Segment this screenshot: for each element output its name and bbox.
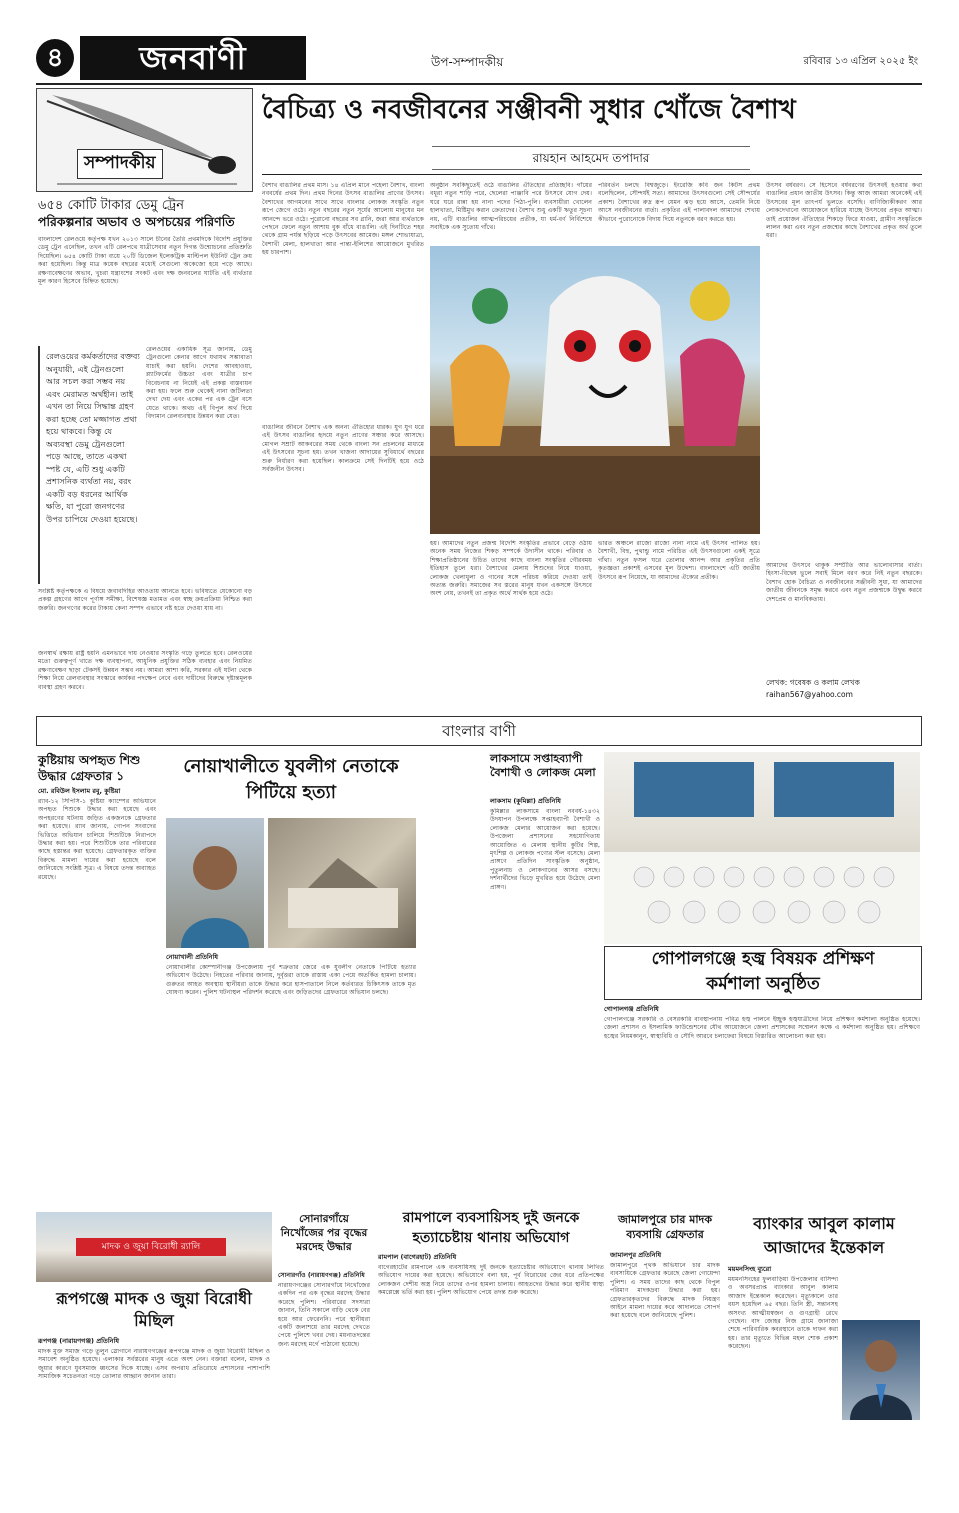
gopalganj-body: গোপালগঞ্জে সরকারি ও বেসরকারি ব্যবস্থাপনায় পবিত্র হজ্ব পালনে ইচ্ছুক হজ্বযাত্রীদের নিয়ে প্রশিক্ষণ কর্মশালা অনুষ্ঠিত হয়েছে। জেলা প্রশাসন ও ইসলামিক ফাউন্ডেশনের যৌথ আয়োজনে জেলা প্রশাসকের সম্মেলন কক্ষে এ কর্মশালা অনুষ্ঠিত হয়। প্রশিক্ষণে হজ্বের নিয়মকানুন, স্বাস্থ্যবিধি ও সৌদি আরবে চলাফেরা বিষয়ে বিস্তারিত আলোচনা করা হয়। bbox=[604, 1016, 920, 1040]
banglar-bani-title: বাংলার বাণী bbox=[442, 722, 516, 740]
section-label: উপ-সম্পাদকীয় bbox=[431, 55, 504, 69]
crime-scene-image bbox=[268, 818, 416, 948]
laksam-byline: লাকসাম (কুমিল্লা) প্রতিনিধি bbox=[490, 797, 561, 805]
editorial-badge: সম্পাদকীয় bbox=[77, 149, 163, 179]
jamalpur-headline: জামালপুরে চার মাদক ব্যবসায়ি গ্রেফতার bbox=[617, 1213, 713, 1241]
feature-col-1: বৈশাখ বাঙালির প্রথম মাস। ১৪ এপ্রিল মানে পহেলা বৈশাখ, বাংলা নববর্ষের প্রথম দিন। প্রথম দিনের উৎসব বাঙালির প্রাণের উৎসব। বৈশাখের আগমনের সাথে সাথে বাংলার লোকজ সংস্কৃতি নতুন রূপে জেগে ওঠে। নতুন বছরের নতুন সূর্যের আলোয় মানুষের মন আনন্দে ভরে ওঠে। পুরোনো বছরের সব গ্লানি, জরা আর ব্যর্থতাকে পেছনে ফেলে নতুন আশায় বুক বাঁধে বাঙালি। এই দিনটিতে শহর থেকে গ্রাম পর্যন্ত ছড়িয়ে পড়ে উৎসবের আমেজ। মঙ্গল শোভাযাত্রা, বৈশাখী মেলা, হালখাতা আর পান্তা-ইলিশের আয়োজনে মুখরিত হয় চারপাশ। bbox=[262, 182, 424, 257]
noakhali-body: নোয়াখালীর কোম্পানীগঞ্জ উপজেলায় পূর্ব শত্রুতার জেরে এক যুবলীগ নেতাকে পিটিয়ে হত্যার অভিযোগ উঠেছে। নিহতের পরিবার জানায়, দুর্বৃত্তরা তাকে রাস্তায় একা পেয়ে অতর্কিত হামলা চালায়। গুরুতর আহত অবস্থায় স্থানীয়রা তাকে উদ্ধার করে হাসপাতালে নিলে কর্তব্যরত চিকিৎসক তাকে মৃত ঘোষণা করেন। পুলিশ ঘটনাস্থল পরিদর্শন করেছে এবং জড়িতদের গ্রেফতারে অভিযান চলছে। bbox=[166, 964, 416, 997]
masthead bbox=[36, 36, 922, 82]
feature-col-1b: বাঙালির জীবনে বৈশাখ এক অনন্য ঐতিহ্যের ধারক। যুগ যুগ ধরে এই উৎসব বাঙালির হৃদয়ে নতুন প্রাণের সঞ্চার করে আসছে। মোগল সম্রাট আকবরের সময় থেকে বাংলা সন প্রচলনের মাধ্যমে এই উৎসবের সূচনা হয়। তখন খাজনা আদায়ের সুবিধার্থে বছরের শুরু নির্ধারণ করা হয়েছিল। কালক্রমে সেই দিনটিই হয়ে ওঠে সর্বজনীন উৎসব। bbox=[262, 424, 424, 474]
noakhali-scene-photo bbox=[268, 818, 416, 948]
laksam-headline: লাকসামে সপ্তাহব্যাপী বৈশাখী ও লোকজ মেলা bbox=[490, 752, 596, 779]
rampal-byline: রামপাল (বাগেরহাট) প্রতিনিধি bbox=[378, 1253, 457, 1261]
bank-byline: ময়মনসিংহ ব্যুরো bbox=[728, 1265, 772, 1273]
editorial-body-4: জনস্বার্থ রক্ষায় রাষ্ট্র হয়নি এমনভাবে দায় নেওয়ার সংস্কৃতি গড়ে তুলতে হবে। রেলওয়ের মতো গুরুত্বপূর্ণ খাতে দক্ষ ব্যবস্থাপনা, আধুনিক প্রযুক্তির সঠিক ব্যবহার এবং নিয়মিত রক্ষণাবেক্ষণ ছাড়া টেকসই উন্নয়ন সম্ভব নয়। আমরা আশা করি, সরকার এই ঘটনা থেকে শিক্ষা নিয়ে রেলব্যবস্থার সংস্কারে কার্যকর পদক্ষেপ নেবে এবং দায়ীদের বিরুদ্ধে দৃষ্টান্তমূলক ব্যবস্থা গ্রহণ করবে। bbox=[38, 650, 252, 691]
bank-portrait bbox=[842, 1320, 920, 1420]
workshop-hall-image bbox=[604, 752, 920, 944]
page-number-badge bbox=[36, 39, 74, 77]
editorial-headline: পরিকল্পনার অভাব ও অপচয়ের পরিণতি bbox=[38, 214, 235, 229]
rampal-headline-2: হত্যাচেষ্টায় থানায় অভিযোগ bbox=[412, 1230, 570, 1246]
bank-body: ময়মনসিংহের ফুলবাড়িয়া উপজেলার বাসিন্দা ও অবসরপ্রাপ্ত ব্যাংকার আবুল কালাম আজাদ ইন্তেকাল করেছেন। মৃত্যুকালে তার বয়স হয়েছিল ৬৫ বছর। তিনি স্ত্রী, সন্তানসহ অসংখ্য আত্মীয়স্বজন ও গুণগ্রাহী রেখে গেছেন। বাদ জোহর নিজ গ্রামে জানাজা শেষে পারিবারিক কবরস্থানে তাকে দাফন করা হয়। তার মৃত্যুতে বিভিন্ন মহল শোক প্রকাশ করেছেন। bbox=[728, 1276, 838, 1351]
rupganj-rally-banner bbox=[76, 1238, 226, 1256]
feature-byline: রায়হান আহমেদ তপাদার bbox=[532, 151, 650, 165]
rupganj-body: মাদক মুক্ত সমাজ গড়ে তুলুন স্লোগানে নারায়ণগঞ্জের রূপগঞ্জে মাদক ও জুয়া বিরোধী মিছিল ও সমাবেশ অনুষ্ঠিত হয়েছে। এলাকার সর্বস্তরের মানুষ এতে অংশ নেন। বক্তারা বলেন, মাদক ও জুয়ার কারণে যুবসমাজ ধ্বংসের দিকে যাচ্ছে। এসব অপরাধ প্রতিরোধে প্রশাসনের পাশাপাশি সামাজিক সচেতনতা গড়ে তোলার আহ্বান জানান তারা। bbox=[38, 1348, 270, 1381]
gopalganj-byline: গোপালগঞ্জ প্রতিনিধি bbox=[604, 1005, 659, 1013]
gopalganj-headline-2: কর্মশালা অনুষ্ঠিত bbox=[706, 974, 820, 994]
feature-rule bbox=[262, 174, 922, 175]
feature-col-4b: আমাদের উৎসবে থাকুক সম্প্রীতি আর ভালোবাসার বার্তা। হিংসা-বিদ্বেষ ভুলে সবাই মিলে বরণ করে নিই নতুন বছরকে। বৈশাখ হোক বৈচিত্র্য ও নবজীবনের সঞ্জীবনী সুধা, যা আমাদের জাতীয় জীবনকে সমৃদ্ধ করবে এবং নতুন প্রজন্মকে উদ্বুদ্ধ করবে দেশপ্রেম ও মানবিকতায়। bbox=[766, 562, 922, 603]
jamalpur-byline: জামালপুর প্রতিনিধি bbox=[610, 1251, 662, 1259]
bank-headline: ব্যাংকার আবুল কালাম আজাদের ইন্তেকাল bbox=[753, 1214, 895, 1257]
editorial-body-1: বাংলাদেশ রেলওয়ে কর্তৃপক্ষ যখন ২০১৩ সালে চীনের তৈরি প্রথমদিকে বিদেশি প্রযুক্তির ডেমু ট্রেন এনেছিল, তখন এটি রেলপথে যাত্রীসেবার নতুন দিগন্ত উন্মোচনের প্রতিশ্রুতি দিয়েছিল। ৬৫৪ কোটি টাকা ব্যয়ে ২০টি ডিজেল ইলেকট্রিক মাল্টিপল ইউনিট ট্রেন ক্রয় করা হয়েছিল। কিন্তু মাত্র কয়েক বছরের মধ্যেই সেগুলো অকেজো হয়ে পড়ে আছে। রক্ষণাবেক্ষণের অভাব, খুচরা যন্ত্রাংশের সংকট এবং দক্ষ জনবলের ঘাটতি এই ব্যর্থতার মূল কারণ হিসেবে চিহ্নিত হয়েছে। bbox=[38, 236, 252, 286]
feature-col-4: উৎসব বর্ষবরণ। সে হিসেবে বর্ষবরণের উৎসবই হওয়ার কথা বাঙালির প্রধান জাতীয় উৎসব। কিন্তু আজ আমরা অনেকেই এই উৎসবের মূল তাৎপর্য ভুলতে বসেছি। বাণিজ্যিকীকরণ আর লোকদেখানো আয়োজনে হারিয়ে যাচ্ছে উৎসবের প্রকৃত আত্মা। তাই প্রয়োজন ঐতিহ্যের শিকড়ে ফিরে যাওয়া, গ্রামীণ সংস্কৃতিকে লালন করা এবং নতুন প্রজন্মের কাছে বৈশাখের প্রকৃত অর্থ তুলে ধরা। bbox=[766, 182, 922, 240]
editorial-banner bbox=[36, 88, 253, 192]
feature-col-2b: হয়। আমাদের নতুন প্রজন্ম বিদেশি সংস্কৃতির প্রভাবে বেড়ে ওঠায় অনেক সময় নিজের শিকড় সম্পর্কে উদাসীন থাকে। পরিবার ও শিক্ষাপ্রতিষ্ঠানের উচিত তাদের কাছে বাংলা সংস্কৃতির গৌরবময় ইতিহাস তুলে ধরা। বৈশাখের মেলায় শিশুদের নিয়ে যাওয়া, লোকজ খেলাধুলা ও গানের সঙ্গে পরিচয় করিয়ে দেওয়া তাই অত্যন্ত জরুরি। সমাজের সব স্তরের মানুষ যখন একসঙ্গে উৎসবে অংশ নেয়, তখনই তা প্রকৃত অর্থে সার্থক হয়ে ওঠে। bbox=[430, 540, 592, 598]
feature-col-3: পরিবর্তন চলছে বিশ্বজুড়ে। ইংরেজি কবি জন কিটস প্রথম বলেছিলেন, সৌন্দর্যই সত্য। আমাদের উৎসবগুলো সেই সৌন্দর্যের প্রকাশ। বৈশাখের রুদ্র রূপ যেমন ঝড় হয়ে আসে, তেমনি নিয়ে আসে নবজীবনের বার্তা। প্রকৃতির এই পালাবদল আমাদের শেখায় কীভাবে পুরোনোকে বিদায় দিয়ে নতুনকে বরণ করতে হয়। bbox=[598, 182, 760, 223]
sonargaon-body: নারায়ণগঞ্জের সোনারগাঁয়ে নিখোঁজের একদিন পর এক বৃদ্ধের মরদেহ উদ্ধার করেছে পুলিশ। পরিবারের সদস্যরা জানান, তিনি সকালে বাড়ি থেকে বের হয়ে আর ফেরেননি। পরে স্থানীয়রা একটি জলাশয়ে তার মরদেহ দেখতে পেয়ে পুলিশে খবর দেয়। ময়নাতদন্তের জন্য মরদেহ মর্গে পাঠানো হয়েছে। bbox=[278, 1282, 370, 1348]
kushtia-byline: মো. রবিউল ইসলাম রবু, কুষ্টিয়া bbox=[38, 787, 121, 795]
rupganj-photo bbox=[36, 1212, 272, 1282]
feature-author: লেখক: গবেষক ও কলাম লেখক bbox=[766, 678, 860, 687]
gopalganj-photo bbox=[604, 752, 920, 944]
rampal-headline-1: রামপালে ব্যবসায়িসহ দুই জনকে bbox=[402, 1210, 580, 1226]
rupganj-banner-text: মাদক ও জুয়া বিরোধী র‍্যালি bbox=[101, 1242, 201, 1252]
page-number: ৪ bbox=[46, 43, 64, 73]
feature-byline-box bbox=[432, 146, 750, 170]
laksam-body: কুমিল্লার লাকসামে বাংলা নববর্ষ-১৪৩২ উদযাপন উপলক্ষে সপ্তাহব্যাপী বৈশাখী ও লোকজ মেলার আয়োজন করা হয়েছে। উপজেলা প্রশাসনের সহযোগিতায় আয়োজিত এ মেলায় স্থানীয় কুটির শিল্প, মৃৎশিল্প ও লোকজ পণ্যের স্টল বসেছে। মেলা প্রাঙ্গণে প্রতিদিন সাংস্কৃতিক অনুষ্ঠান, পুতুলনাচ ও লোকগানের আসর বসছে। দর্শনার্থীদের ভিড়ে মুখরিত হয়ে উঠেছে মেলা প্রাঙ্গণ। bbox=[490, 808, 600, 891]
logo-text: জনবাণী bbox=[139, 39, 247, 77]
feature-col-3b: ভারত অঞ্চলে রাজ্যে রাজ্যে নানা নামে এই উৎসব পালিত হয়। বৈশাখী, বিহু, পুথান্ডু নামে পরিচিত এই উৎসবগুলো একই সূত্রে গাঁথা। নতুন ফসল ঘরে তোলার আনন্দ আর প্রকৃতির প্রতি কৃতজ্ঞতা প্রকাশই এসবের মূল উদ্দেশ্য। বাংলাদেশে এটি জাতীয় উৎসবে রূপ নিয়েছে, যা আমাদের ঐক্যের প্রতীক। bbox=[598, 540, 760, 581]
editorial-pullquote-box bbox=[38, 346, 142, 584]
editorial-kicker: ৬৫৪ কোটি টাকার ডেমু ট্রেন bbox=[38, 198, 184, 213]
editorial-body-3: সংশ্লিষ্ট কর্তৃপক্ষকে এ বিষয়ে জবাবদিহির আওতায় আনতে হবে। ভবিষ্যতে যেকোনো বড় প্রকল্প গ্রহণের আগে পূর্ণাঙ্গ সমীক্ষা, বিশেষজ্ঞ মতামত এবং স্বচ্ছ ক্রয়প্রক্রিয়া নিশ্চিত করা জরুরি। জনগণের করের টাকায় কেনা সম্পদ এভাবে নষ্ট হতে দেওয়া যায় না। bbox=[38, 588, 252, 612]
noakhali-headline: নোয়াখালীতে যুবলীগ নেতাকে পিটিয়ে হত্যা bbox=[183, 756, 399, 803]
editorial-pullquote: রেলওয়ের কর্মকর্তাদের বক্তব্য অনুযায়ী, এই ট্রেনগুলো আর সচল করা সম্ভব নয় এবং মেরামত অর্থহীন। তাই এখন তা নিয়ে সিদ্ধান্ত গ্রহণ করা হচ্ছে তো মজ্জাগত প্রথা হয়ে থাকবে। কিন্তু যে অব্যবস্থা ডেমু ট্রেনগুলো পড়ে আছে, তাতে একথা স্পষ্ট যে, এটি শুধু একটি প্রশাসনিক ব্যর্থতা নয়, বরং একটি বড় ধরনের আর্থিক ক্ষতি, যা পুরো জনগণের উপর চাপিয়ে দেওয়া হয়েছে। bbox=[46, 351, 140, 524]
gopalganj-headline-1: গোপালগঞ্জে হজ্ব বিষয়ক প্রশিক্ষণ bbox=[651, 949, 875, 969]
kushtia-headline: কুষ্টিয়ায় অপহৃত শিশু উদ্ধার গ্রেফতার ১ bbox=[38, 753, 141, 783]
rupganj-headline: রূপগঞ্জে মাদক ও জুয়া বিরোধী মিছিল bbox=[56, 1289, 252, 1330]
issue-date: রবিবার ১৩ এপ্রিল ২০২৫ ইং bbox=[803, 56, 918, 67]
noakhali-portrait bbox=[166, 818, 264, 948]
jamalpur-body: জামালপুরে পৃথক অভিযানে চার মাদক ব্যবসায়িকে গ্রেফতার করেছে জেলা গোয়েন্দা পুলিশ। এ সময় তাদের কাছ থেকে বিপুল পরিমাণ মাদকদ্রব্য উদ্ধার করা হয়। গ্রেফতারকৃতদের বিরুদ্ধে মাদক নিয়ন্ত্রণ আইনে মামলা দায়ের করে আদালতে সোপর্দ করা হয়েছে বলে জানিয়েছে পুলিশ। bbox=[610, 1262, 720, 1320]
editorial-body-2: রেলওয়ের একাধিক সূত্র জানায়, ডেমু ট্রেনগুলো কেনার আগে যথাযথ সম্ভাব্যতা যাচাই করা হয়নি। দেশের আবহাওয়া, প্ল্যাটফর্মের উচ্চতা এবং যাত্রীর চাপ বিবেচনায় না নিয়েই এই প্রকল্প বাস্তবায়ন করা হয়। ফলে শুরু থেকেই নানা জটিলতা দেখা দেয় এবং একের পর এক ট্রেন বসে যেতে থাকে। অথচ এই বিপুল অর্থ দিয়ে বিদ্যমান রেলব্যবস্থার উন্নয়ন করা যেত। bbox=[146, 346, 252, 421]
masthead-rule bbox=[36, 83, 922, 85]
sonargaon-headline: সোনারগাঁয়ে নিখোঁজের পর বৃদ্ধের মরদেহ উদ্ধার bbox=[280, 1213, 368, 1253]
sonargaon-byline: সোনারগাঁও (নারায়ণগঞ্জ) প্রতিনিধি bbox=[278, 1272, 365, 1279]
gopalganj-headline-box bbox=[604, 946, 922, 1000]
feature-col-2: অনুষ্ঠান সবকিছুতেই ওঠে বাঙালির ঐতিহ্যের প্রতিচ্ছবি। গাঁয়ের বধূরা নতুন শাড়ি পরে, ছেলেরা পাঞ্জাবি পরে উৎসবে যোগ দেয়। ঘরে ঘরে রান্না হয় নানা পদের পিঠা-পুলি। ব্যবসায়ীরা খোলেন হালখাতা, মিষ্টিমুখ করান ক্রেতাদের। বৈশাখ শুধু একটি ঋতুর সূচনা নয়, এটি বাঙালির আত্মপরিচয়ের প্রতীক, যা ধর্ম-বর্ণ নির্বিশেষে সবাইকে এক সুতোয় গাঁথে। bbox=[430, 182, 592, 232]
noakhali-byline: নোয়াখালী প্রতিনিধি bbox=[166, 953, 219, 961]
obituary-portrait-image bbox=[842, 1320, 920, 1420]
feature-headline: বৈচিত্র্য ও নবজীবনের সঞ্জীবনী সুধার খোঁজে বৈশাখ bbox=[262, 95, 796, 125]
person-portrait-image bbox=[166, 818, 264, 948]
banglar-bani-bar bbox=[36, 716, 922, 746]
rampal-body: বাগেরহাটের রামপালে এক ব্যবসায়িসহ দুই জনকে হত্যাচেষ্টার অভিযোগে থানায় লিখিত অভিযোগ দায়ের করা হয়েছে। অভিযোগে বলা হয়, পূর্ব বিরোধের জের ধরে প্রতিপক্ষের লোকজন দেশীয় অস্ত্র নিয়ে তাদের ওপর হামলা চালায়। আহতদের উদ্ধার করে স্থানীয় স্বাস্থ্য কমপ্লেক্সে ভর্তি করা হয়। পুলিশ অভিযোগ পেয়ে তদন্ত শুরু করেছে। bbox=[378, 1264, 604, 1297]
festival-photo bbox=[430, 246, 760, 534]
festival-effigy-image bbox=[430, 246, 760, 534]
logo bbox=[80, 36, 306, 80]
rupganj-byline: রূপগঞ্জ (নারায়ণগঞ্জ) প্রতিনিধি bbox=[38, 1337, 120, 1345]
kushtia-body: র‍্যাব-১২ সিপিসি-১ কুষ্টিয়া ক্যাম্পের অভিযানে অপহৃত শিশুকে উদ্ধার করা হয়েছে এবং অপহরণের ঘটনায় জড়িত একজনকে গ্রেফতার করা হয়েছে। র‍্যাব জানায়, গোপন সংবাদের ভিত্তিতে অভিযান চালিয়ে শিশুটিকে নিরাপদে উদ্ধার করা হয়। পরে শিশুটিকে তার পরিবারের কাছে হস্তান্তর করা হয়েছে। গ্রেফতারকৃত ব্যক্তির বিরুদ্ধে মামলা দায়ের করা হয়েছে বলে জানিয়েছে সংশ্লিষ্ট সূত্র। এ বিষয়ে তদন্ত অব্যাহত রয়েছে। bbox=[38, 798, 156, 881]
feature-author-email: raihan567@yahoo.com bbox=[766, 690, 853, 699]
